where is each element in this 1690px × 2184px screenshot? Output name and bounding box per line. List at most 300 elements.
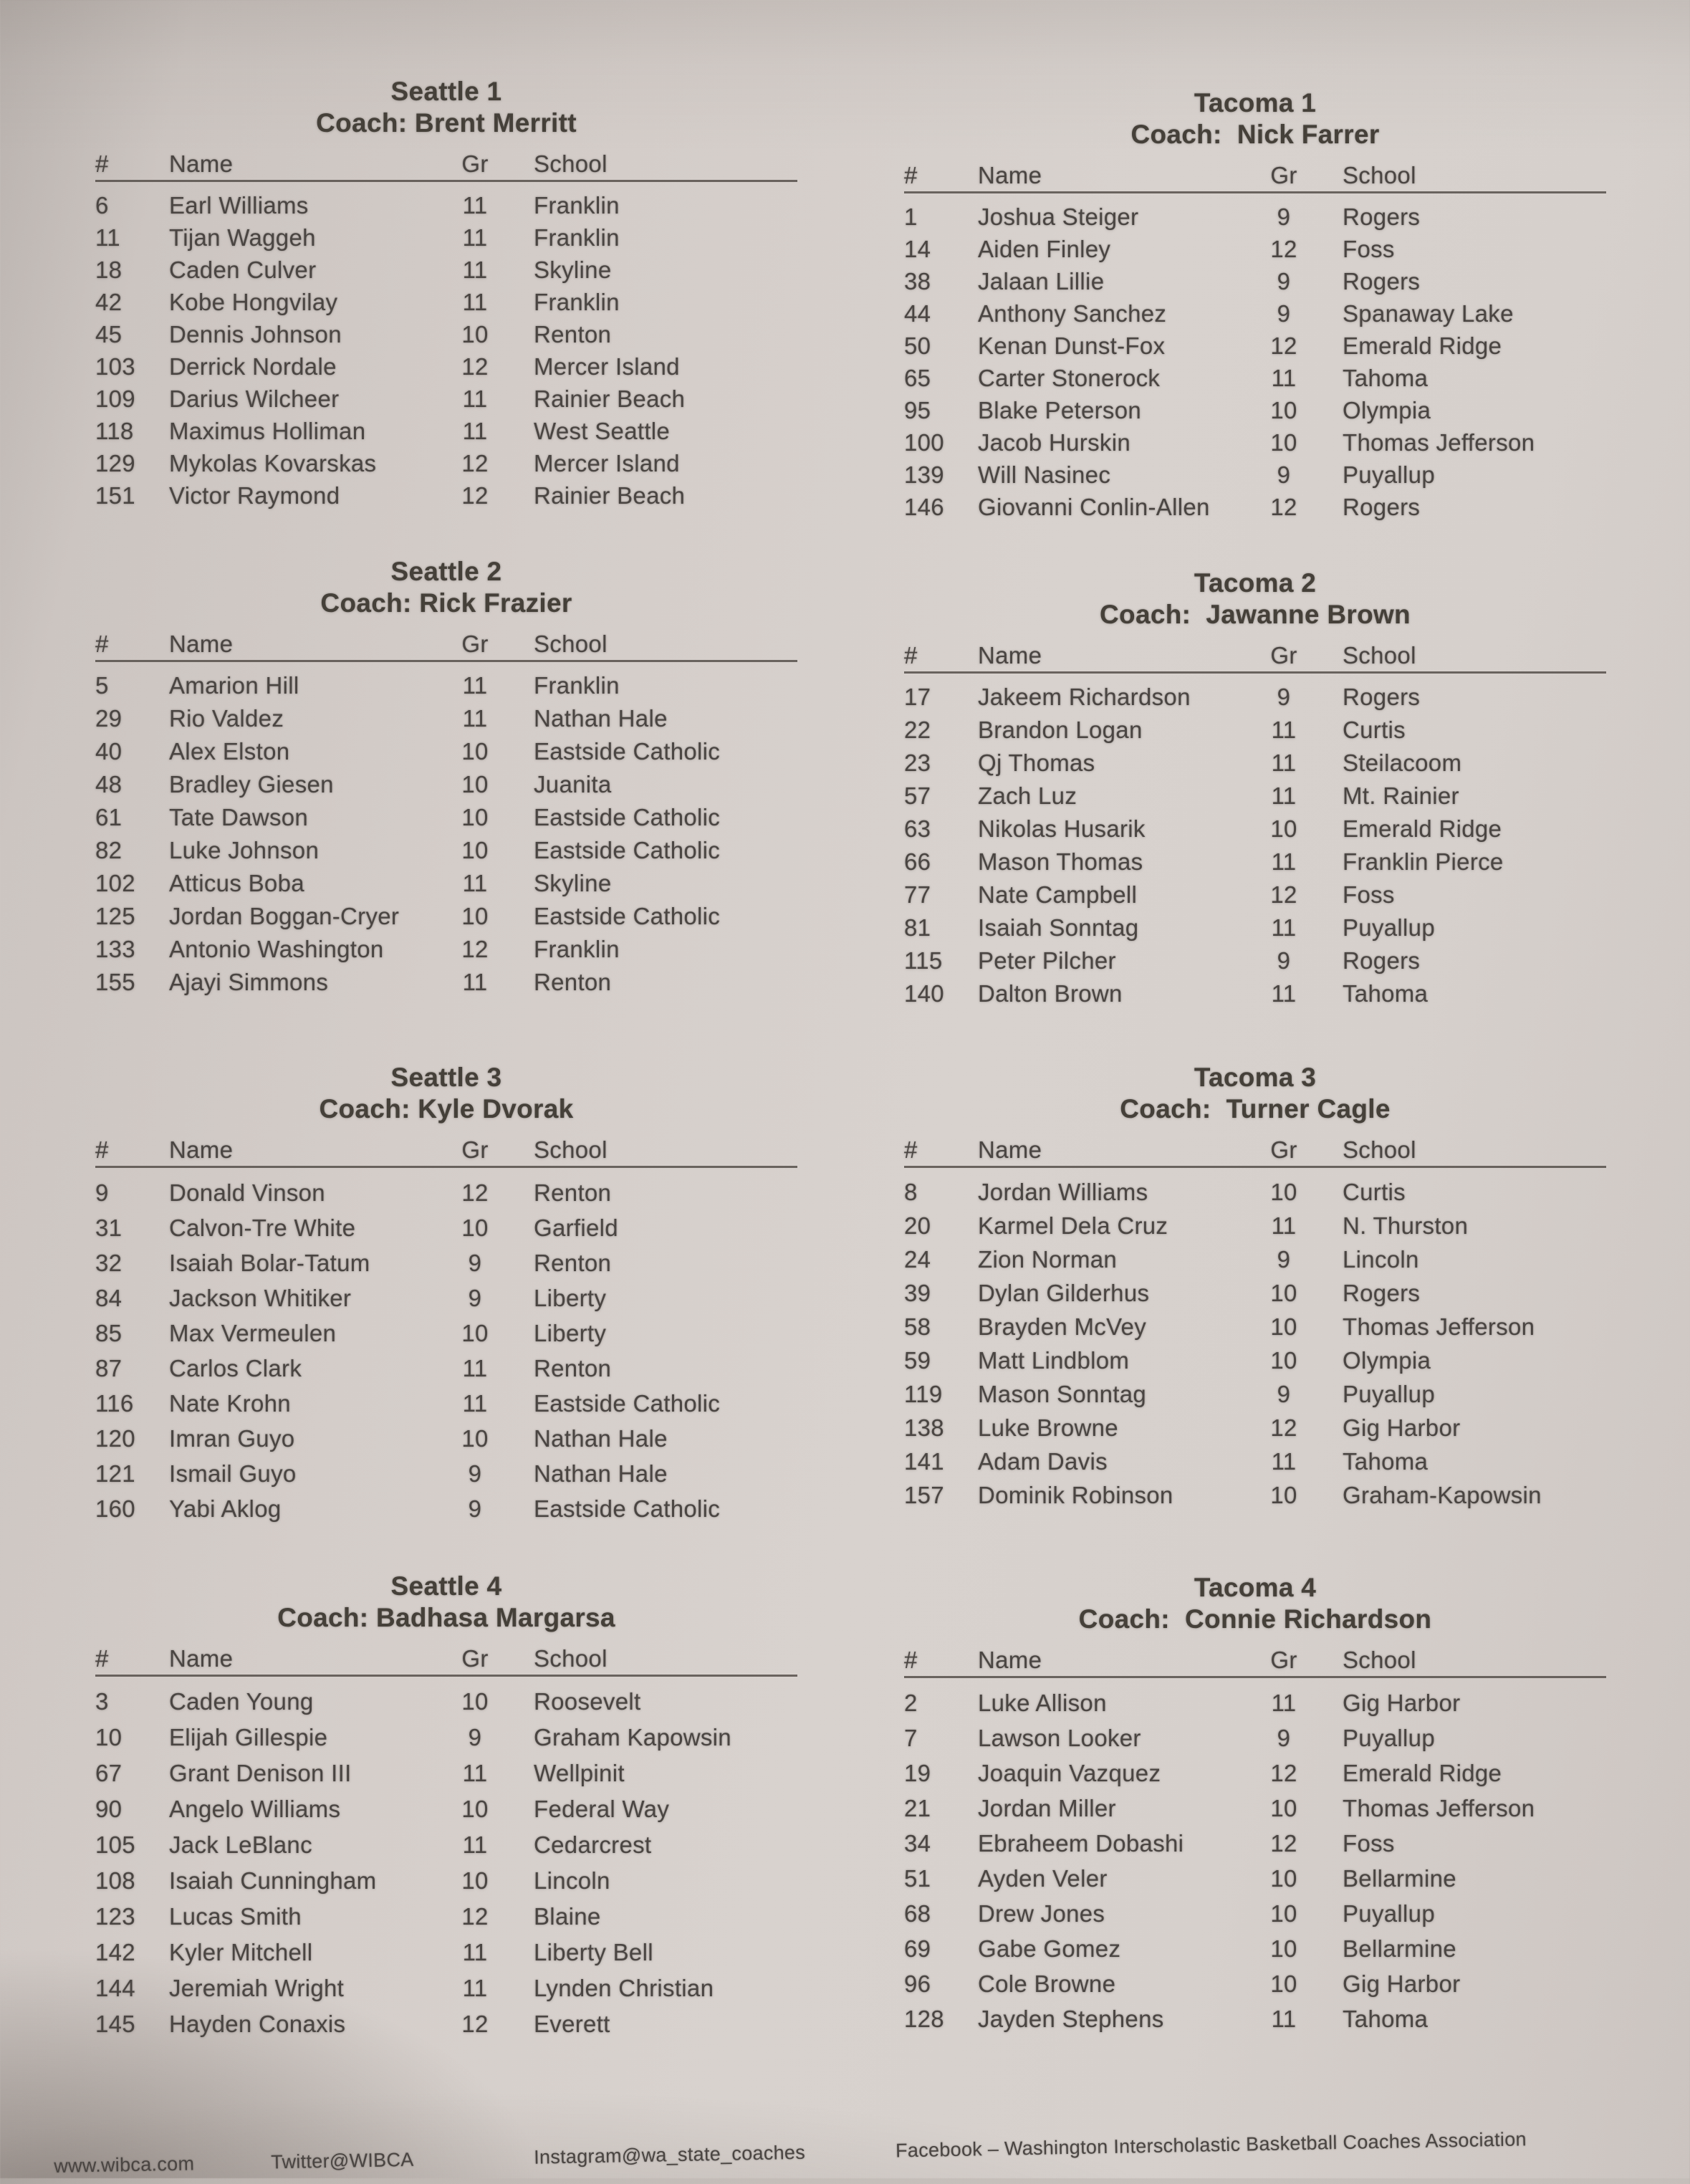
column-header-name: Name [978, 1647, 1042, 1673]
player-number-cell: 102 [95, 870, 135, 896]
player-row [95, 189, 797, 221]
player-number-cell: 87 [95, 1355, 123, 1381]
player-number-cell: 58 [904, 1313, 931, 1340]
column-header-grade: Gr [1270, 1647, 1297, 1673]
player-name-cell: Isaiah Bolar-Tatum [169, 1250, 370, 1276]
player-school-cell: Puyallup [1343, 1900, 1435, 1927]
player-grade-cell: 9 [1277, 947, 1291, 974]
player-name-cell: Dylan Gilderhus [978, 1280, 1150, 1306]
player-name-cell: Brandon Logan [978, 717, 1143, 743]
player-name-cell: Maximus Holliman [169, 418, 366, 444]
player-name-cell: Tate Dawson [169, 804, 309, 830]
player-name-cell: Qj Thomas [978, 749, 1095, 776]
player-number-cell: 160 [95, 1495, 135, 1522]
player-school-cell: West Seattle [534, 418, 671, 444]
player-grade-cell: 9 [1277, 1246, 1291, 1273]
player-number-cell: 81 [904, 914, 931, 941]
player-name-cell: Kyler Mitchell [169, 1939, 313, 1965]
player-school-cell: Lincoln [534, 1867, 610, 1894]
footer-website: www.wibca.com [54, 2152, 195, 2177]
player-row [904, 911, 1606, 944]
player-school-cell: Nathan Hale [534, 1460, 668, 1487]
player-row [904, 233, 1606, 265]
column-header-school: School [534, 150, 608, 177]
player-number-cell: 77 [904, 881, 931, 908]
player-name-cell: Jacob Hurskin [978, 429, 1130, 456]
player-number-cell: 9 [95, 1179, 109, 1206]
column-header-grade: Gr [1270, 1136, 1297, 1163]
player-number-cell: 121 [95, 1460, 135, 1487]
player-school-cell: Foss [1343, 1830, 1395, 1857]
player-grade-cell: 12 [1270, 1414, 1297, 1441]
player-row [95, 1791, 797, 1827]
player-school-cell: Renton [534, 1355, 612, 1381]
player-school-cell: Bellarmine [1343, 1935, 1456, 1962]
player-school-cell: Franklin Pierce [1343, 848, 1504, 875]
player-row [904, 362, 1606, 394]
player-grade-cell: 9 [1277, 1725, 1291, 1751]
player-number-cell: 57 [904, 782, 931, 809]
player-name-cell: Elijah Gillespie [169, 1724, 328, 1750]
column-header-school: School [1343, 162, 1416, 188]
player-row [95, 933, 797, 966]
player-number-cell: 45 [95, 321, 123, 348]
player-row [95, 834, 797, 867]
player-row [904, 491, 1606, 523]
player-name-cell: Jackson Whitiker [169, 1285, 352, 1311]
player-row [95, 1491, 797, 1526]
team-title: Tacoma 2 [1194, 568, 1317, 598]
player-school-cell: Rainier Beach [534, 385, 686, 412]
player-name-cell: Earl Williams [169, 192, 309, 219]
column-header-number: # [95, 631, 109, 657]
player-row [904, 1826, 1606, 1861]
player-row [95, 867, 797, 900]
player-number-cell: 14 [904, 236, 931, 262]
player-grade-cell: 11 [462, 1975, 488, 2001]
player-school-cell: Eastside Catholic [534, 738, 721, 765]
team-title: Seattle 3 [390, 1063, 502, 1092]
player-name-cell: Ajayi Simmons [169, 969, 329, 995]
player-number-cell: 59 [904, 1347, 931, 1374]
player-row [95, 1175, 797, 1210]
player-row [904, 330, 1606, 362]
player-number-cell: 42 [95, 289, 123, 315]
player-grade-cell: 11 [462, 257, 488, 283]
player-grade-cell: 12 [1270, 1760, 1297, 1786]
player-school-cell: Rainier Beach [534, 482, 686, 509]
player-number-cell: 10 [95, 1724, 123, 1750]
player-row [95, 318, 797, 350]
player-number-cell: 82 [95, 837, 123, 863]
player-name-cell: Zach Luz [978, 782, 1077, 809]
player-name-cell: Ebraheem Dobashi [978, 1830, 1184, 1857]
player-row [904, 265, 1606, 297]
player-number-cell: 18 [95, 257, 123, 283]
coach-line: Coach: Brent Merritt [316, 108, 577, 138]
player-name-cell: Isaiah Cunningham [169, 1867, 377, 1894]
player-rows [95, 189, 797, 512]
player-grade-cell: 9 [468, 1250, 482, 1276]
player-number-cell: 155 [95, 969, 135, 995]
player-name-cell: Isaiah Sonntag [978, 914, 1139, 941]
player-school-cell: Olympia [1343, 397, 1431, 423]
player-school-cell: Eastside Catholic [534, 837, 721, 863]
player-row [904, 1720, 1606, 1756]
player-name-cell: Matt Lindblom [978, 1347, 1130, 1374]
player-name-cell: Kenan Dunst-Fox [978, 332, 1166, 359]
player-grade-cell: 10 [461, 1688, 489, 1715]
player-number-cell: 1 [904, 203, 918, 230]
player-row [904, 426, 1606, 459]
player-grade-cell: 10 [461, 1320, 489, 1346]
player-grade-cell: 12 [461, 1903, 489, 1930]
player-grade-cell: 10 [461, 738, 489, 765]
player-number-cell: 6 [95, 192, 109, 219]
player-name-cell: Jeremiah Wright [169, 1975, 345, 2001]
player-name-cell: Jakeem Richardson [978, 684, 1191, 710]
player-row [95, 702, 797, 735]
player-row [904, 1896, 1606, 1931]
player-school-cell: Renton [534, 969, 612, 995]
player-school-cell: Mt. Rainier [1343, 782, 1459, 809]
player-school-cell: Liberty [534, 1320, 607, 1346]
player-row [95, 479, 797, 512]
column-header-school: School [534, 1645, 608, 1672]
column-header-number: # [904, 162, 918, 188]
column-header-row [904, 641, 1606, 674]
player-number-cell: 146 [904, 494, 944, 520]
player-row [904, 1685, 1606, 1720]
player-row [95, 1210, 797, 1245]
player-row [95, 1421, 797, 1456]
player-school-cell: Graham-Kapowsin [1343, 1482, 1542, 1508]
player-school-cell: Thomas Jefferson [1343, 429, 1535, 456]
player-school-cell: Gig Harbor [1343, 1414, 1461, 1441]
player-row [904, 681, 1606, 714]
player-name-cell: Mykolas Kovarskas [169, 450, 377, 476]
player-school-cell: Curtis [1343, 717, 1406, 743]
player-row [95, 1756, 797, 1791]
player-school-cell: Gig Harbor [1343, 1690, 1461, 1716]
player-number-cell: 95 [904, 397, 931, 423]
roster-table-seattle-4 [95, 1571, 797, 2042]
player-school-cell: Liberty [534, 1285, 607, 1311]
player-name-cell: Dominik Robinson [978, 1482, 1173, 1508]
player-row [95, 1456, 797, 1491]
roster-table-seattle-1 [95, 76, 797, 512]
player-school-cell: Tahoma [1343, 365, 1429, 391]
player-grade-cell: 11 [462, 385, 488, 412]
player-row [904, 1791, 1606, 1826]
player-number-cell: 125 [95, 903, 135, 929]
player-school-cell: Garfield [534, 1215, 618, 1241]
column-header-row [95, 1644, 797, 1677]
player-number-cell: 39 [904, 1280, 931, 1306]
player-number-cell: 7 [904, 1725, 918, 1751]
player-name-cell: Aiden Finley [978, 236, 1111, 262]
player-row [95, 221, 797, 254]
player-number-cell: 145 [95, 2011, 135, 2037]
column-header-grade: Gr [461, 1136, 489, 1163]
player-row [904, 1175, 1606, 1209]
column-header-row [95, 629, 797, 662]
player-school-cell: Mercer Island [534, 353, 680, 380]
player-grade-cell: 12 [461, 450, 489, 476]
column-header-number: # [904, 1647, 918, 1673]
player-school-cell: Steilacoom [1343, 749, 1462, 776]
player-grade-cell: 12 [1270, 1830, 1297, 1857]
player-row [95, 1351, 797, 1386]
player-number-cell: 2 [904, 1690, 918, 1716]
player-school-cell: N. Thurston [1343, 1212, 1469, 1239]
player-row [95, 669, 797, 702]
player-number-cell: 84 [95, 1285, 123, 1311]
player-school-cell: Puyallup [1343, 914, 1435, 941]
player-number-cell: 100 [904, 429, 944, 456]
player-school-cell: Puyallup [1343, 1381, 1435, 1407]
player-name-cell: Joshua Steiger [978, 203, 1139, 230]
player-school-cell: Cedarcrest [534, 1831, 652, 1858]
player-name-cell: Brayden McVey [978, 1313, 1147, 1340]
player-grade-cell: 9 [1277, 300, 1291, 327]
player-name-cell: Jalaan Lillie [978, 268, 1105, 294]
roster-table-seattle-3 [95, 1062, 797, 1526]
player-school-cell: Renton [534, 321, 612, 348]
column-header-grade: Gr [461, 631, 489, 657]
player-school-cell: Renton [534, 1179, 612, 1206]
player-row [904, 846, 1606, 878]
player-number-cell: 140 [904, 980, 944, 1007]
player-rows [904, 1685, 1606, 2036]
player-row [95, 900, 797, 933]
player-school-cell: Rogers [1343, 268, 1421, 294]
player-school-cell: Tahoma [1343, 2006, 1429, 2032]
player-name-cell: Kobe Hongvilay [169, 289, 338, 315]
coach-line: Coach: Turner Cagle [1120, 1094, 1391, 1124]
player-row [904, 1861, 1606, 1896]
player-grade-cell: 11 [462, 192, 488, 219]
player-grade-cell: 9 [468, 1724, 482, 1750]
player-grade-cell: 11 [462, 1939, 488, 1965]
player-number-cell: 51 [904, 1865, 931, 1892]
player-row [904, 813, 1606, 846]
player-number-cell: 141 [904, 1448, 944, 1475]
player-school-cell: Graham Kapowsin [534, 1724, 731, 1750]
player-school-cell: Federal Way [534, 1796, 670, 1822]
player-row [904, 394, 1606, 426]
player-school-cell: Eastside Catholic [534, 804, 721, 830]
player-grade-cell: 10 [1270, 397, 1297, 423]
player-number-cell: 65 [904, 365, 931, 391]
player-number-cell: 119 [904, 1381, 943, 1407]
player-number-cell: 68 [904, 1900, 931, 1927]
player-name-cell: Ismail Guyo [169, 1460, 297, 1487]
player-school-cell: Spanaway Lake [1343, 300, 1514, 327]
player-school-cell: Thomas Jefferson [1343, 1313, 1535, 1340]
column-header-number: # [904, 642, 918, 669]
player-number-cell: 3 [95, 1688, 109, 1715]
player-row [95, 350, 797, 383]
coach-line: Coach: Rick Frazier [320, 588, 572, 618]
player-name-cell: Luke Allison [978, 1690, 1107, 1716]
column-header-school: School [534, 631, 608, 657]
team-title: Tacoma 1 [1194, 88, 1317, 118]
player-grade-cell: 9 [468, 1495, 482, 1522]
player-grade-cell: 11 [462, 705, 488, 732]
player-school-cell: Gig Harbor [1343, 1970, 1461, 1997]
player-school-cell: Puyallup [1343, 461, 1435, 488]
player-name-cell: Jordan Williams [978, 1179, 1148, 1205]
player-number-cell: 29 [95, 705, 123, 732]
player-name-cell: Alex Elston [169, 738, 290, 765]
player-name-cell: Max Vermeulen [169, 1320, 337, 1346]
player-name-cell: Donald Vinson [169, 1179, 325, 1206]
player-grade-cell: 10 [1270, 429, 1297, 456]
player-school-cell: Mercer Island [534, 450, 680, 476]
player-grade-cell: 11 [462, 224, 488, 251]
player-grade-cell: 10 [1270, 1795, 1297, 1821]
player-row [95, 1386, 797, 1421]
player-number-cell: 138 [904, 1414, 944, 1441]
player-name-cell: Carter Stonerock [978, 365, 1161, 391]
team-title: Tacoma 4 [1194, 1573, 1317, 1602]
player-name-cell: Jordan Boggan-Cryer [169, 903, 400, 929]
player-grade-cell: 11 [1271, 1448, 1297, 1475]
column-header-row [904, 1135, 1606, 1168]
player-number-cell: 103 [95, 353, 135, 380]
player-school-cell: Franklin [534, 289, 620, 315]
player-row [904, 1445, 1606, 1478]
column-header-row [95, 1135, 797, 1168]
player-row [95, 1935, 797, 1970]
footer-instagram: Instagram@wa_state_coaches [533, 2141, 806, 2168]
coach-line: Coach: Nick Farrer [1130, 120, 1380, 149]
column-header-school: School [1343, 642, 1416, 669]
player-name-cell: Luke Johnson [169, 837, 320, 863]
player-school-cell: Emerald Ridge [1343, 815, 1502, 842]
player-school-cell: Franklin [534, 192, 620, 219]
player-number-cell: 11 [95, 224, 120, 251]
player-name-cell: Amarion Hill [169, 672, 299, 699]
player-grade-cell: 11 [1271, 749, 1297, 776]
player-row [95, 254, 797, 286]
player-school-cell: Emerald Ridge [1343, 1760, 1502, 1786]
player-name-cell: Nate Campbell [978, 881, 1138, 908]
player-number-cell: 120 [95, 1425, 135, 1452]
player-row [95, 2006, 797, 2042]
player-name-cell: Grant Denison III [169, 1760, 352, 1786]
player-grade-cell: 10 [461, 1867, 489, 1894]
player-grade-cell: 11 [462, 1831, 488, 1858]
player-number-cell: 69 [904, 1935, 931, 1962]
column-header-number: # [95, 1136, 109, 1163]
player-row [95, 1899, 797, 1935]
player-row [95, 801, 797, 834]
player-school-cell: Franklin [534, 224, 620, 251]
player-grade-cell: 10 [1270, 1347, 1297, 1374]
player-name-cell: Nikolas Husarik [978, 815, 1146, 842]
roster-table-tacoma-4 [904, 1572, 1606, 2036]
player-grade-cell: 11 [462, 289, 488, 315]
player-school-cell: Foss [1343, 881, 1395, 908]
player-number-cell: 129 [95, 450, 135, 476]
column-header-grade: Gr [461, 1645, 489, 1672]
player-name-cell: Zion Norman [978, 1246, 1118, 1273]
player-number-cell: 40 [95, 738, 123, 765]
player-number-cell: 32 [95, 1250, 123, 1276]
player-name-cell: Will Nasinec [978, 461, 1111, 488]
player-number-cell: 109 [95, 385, 135, 412]
player-number-cell: 38 [904, 268, 931, 294]
column-header-number: # [904, 1136, 918, 1163]
player-number-cell: 19 [904, 1760, 931, 1786]
player-row [904, 1344, 1606, 1377]
player-grade-cell: 11 [462, 969, 488, 995]
player-rows [95, 669, 797, 999]
player-grade-cell: 12 [461, 353, 489, 380]
player-grade-cell: 11 [462, 1760, 488, 1786]
player-name-cell: Mason Thomas [978, 848, 1143, 875]
player-school-cell: Blaine [534, 1903, 601, 1930]
player-grade-cell: 9 [1277, 203, 1291, 230]
player-school-cell: Everett [534, 2011, 610, 2037]
player-grade-cell: 9 [1277, 684, 1291, 710]
column-header-name: Name [978, 642, 1042, 669]
footer-social-line [54, 2127, 1630, 2184]
player-name-cell: Rio Valdez [169, 705, 284, 732]
player-name-cell: Anthony Sanchez [978, 300, 1167, 327]
player-school-cell: Tahoma [1343, 980, 1429, 1007]
player-grade-cell: 10 [1270, 1970, 1297, 1997]
player-grade-cell: 10 [461, 837, 489, 863]
player-name-cell: Peter Pilcher [978, 947, 1116, 974]
player-row [904, 1242, 1606, 1276]
player-number-cell: 85 [95, 1320, 123, 1346]
player-grade-cell: 9 [468, 1285, 482, 1311]
player-name-cell: Bradley Giesen [169, 771, 334, 798]
player-name-cell: Caden Culver [169, 257, 317, 283]
column-header-name: Name [978, 162, 1042, 188]
player-school-cell: Eastside Catholic [534, 903, 721, 929]
player-school-cell: Curtis [1343, 1179, 1406, 1205]
player-grade-cell: 10 [461, 771, 489, 798]
player-number-cell: 90 [95, 1796, 123, 1822]
player-grade-cell: 10 [461, 804, 489, 830]
player-row [904, 1966, 1606, 2001]
player-school-cell: Olympia [1343, 1347, 1431, 1374]
player-row [904, 878, 1606, 911]
player-school-cell: Skyline [534, 870, 612, 896]
player-name-cell: Calvon-Tre White [169, 1215, 356, 1241]
roster-table-tacoma-2 [904, 567, 1606, 1010]
column-header-row [904, 1645, 1606, 1678]
player-number-cell: 50 [904, 332, 931, 359]
player-grade-cell: 11 [462, 418, 488, 444]
player-grade-cell: 11 [1271, 782, 1297, 809]
player-rows [95, 1175, 797, 1526]
player-name-cell: Ayden Veler [978, 1865, 1108, 1892]
player-name-cell: Jayden Stephens [978, 2006, 1164, 2032]
footer-facebook: Facebook – Washington Interscholastic Basketball Coaches Association [895, 2128, 1527, 2162]
player-grade-cell: 11 [1271, 365, 1297, 391]
player-name-cell: Atticus Boba [169, 870, 304, 896]
player-grade-cell: 10 [461, 1425, 489, 1452]
player-school-cell: Bellarmine [1343, 1865, 1456, 1892]
player-number-cell: 8 [904, 1179, 918, 1205]
player-school-cell: Liberty Bell [534, 1939, 653, 1965]
coach-line: Coach: Badhasa Margarsa [277, 1603, 615, 1632]
